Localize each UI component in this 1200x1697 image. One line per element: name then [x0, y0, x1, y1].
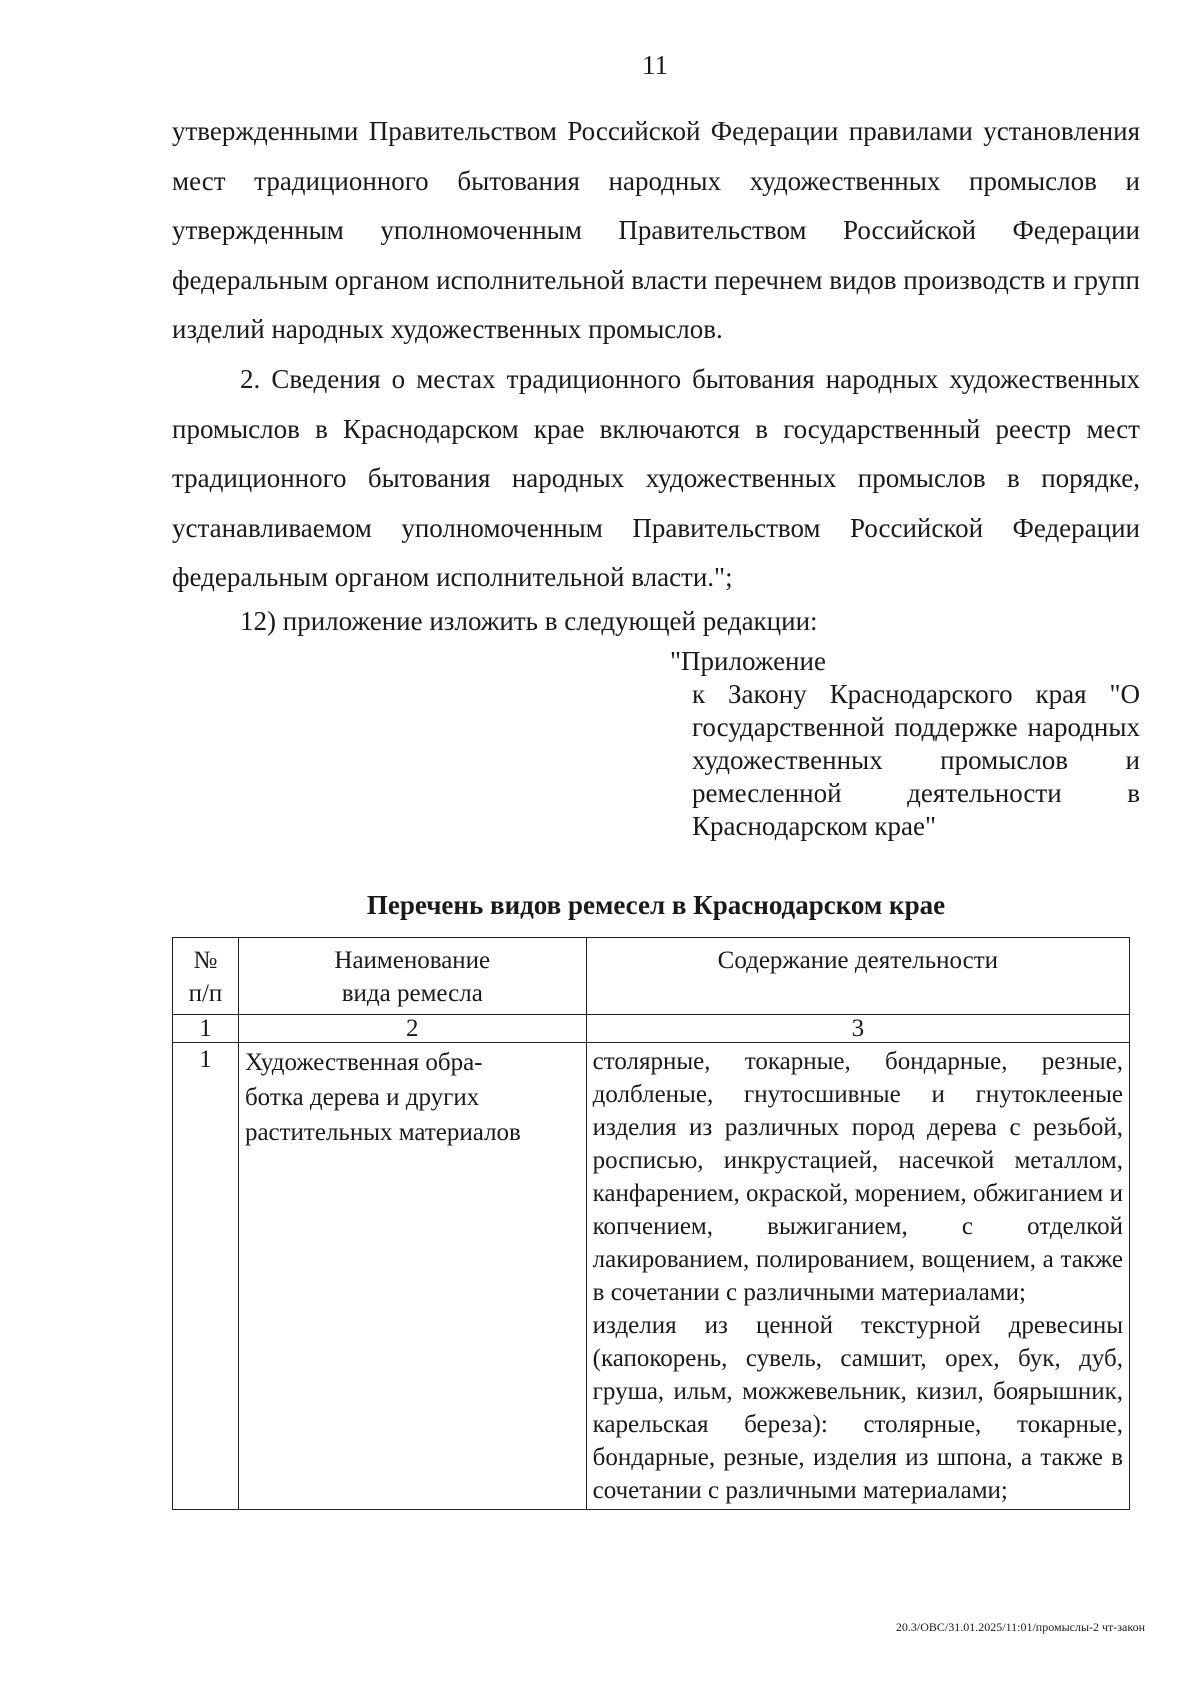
- table-row: [173, 1043, 1130, 1510]
- column-index: 1: [173, 1015, 239, 1043]
- craft-name-line: Художественная обра-: [244, 1049, 483, 1076]
- paragraph-text: 12) приложение изложить в следующей редакции:: [240, 606, 818, 636]
- paragraph-text: 2. Сведения о местах традиционного бытования народных художественных промыслов в Краснодарском крае включаются в государственный реестр мест традиционного бытования народных художественных промыслов в порядке, устанавливаемом уполномоченным Правительством Российской Федерации федеральным органом исполнительной власти.";: [172, 364, 1140, 592]
- page-number: 11: [642, 50, 668, 80]
- document-footer-code: 20.3/ОВС/31.01.2025/11:01/промыслы-2 чт-закон: [895, 1620, 1145, 1634]
- column-index: 2: [238, 1015, 586, 1043]
- header-number-line: №: [193, 947, 218, 974]
- list-title: Перечень видов ремесел в Краснодарском крае: [366, 890, 946, 920]
- header-name-line: Наименование: [334, 947, 491, 974]
- craft-name-line: ботка дерева и других: [244, 1084, 480, 1111]
- appendix-reference: к Закону Краснодарского края "О государственной поддержке народных художественных промыслов и ремесленной деятельности в Краснодарском крае": [692, 679, 1140, 841]
- table-index-row: [173, 1015, 1130, 1043]
- description-item: столярные, токарные, бондарные, резные, долбленые, гнутосшивные и гнутоклееные изделия из различных пород дерева с резьбой, росписью, инкрустацией, насечкой металлом, канфарением, окраской, морением, обжиганием и копчением, выжиганием, с отделкой лакированием, полированием, вощением, а также в сочетании с различными материалами;: [592, 1048, 1123, 1306]
- paragraph-text: утвержденными Правительством Российской Федерации правилами установления мест традиционного бытования народных художественных промыслов и утвержденным уполномоченным Правительством Российской Федерации федеральным органом исполнительной власти перечнем видов производств и групп изделий народных художественных промыслов.: [172, 116, 1140, 344]
- row-number: 1: [173, 1043, 239, 1510]
- appendix-heading-block: [670, 645, 1140, 843]
- crafts-table: [172, 937, 1130, 1510]
- craft-name: [238, 1043, 586, 1510]
- paragraph-item-12: [172, 597, 1140, 647]
- appendix-caption: "Приложение: [670, 646, 826, 676]
- header-number-line: п/п: [188, 980, 223, 1007]
- header-name-line: вида ремесла: [341, 980, 483, 1007]
- paragraph-continuation: [172, 107, 1140, 355]
- header-number: [173, 938, 239, 1015]
- paragraph-item-2: [172, 355, 1140, 603]
- craft-name-line: растительных материалов: [244, 1119, 521, 1146]
- description-item: изделия из ценной текстурной древесины (капокорень, сувель, самшит, орех, бук, дуб, груша, ильм, можжевельник, кизил, боярышник, карельская береза): столярные, токарные, бондарные, резные, изделия из шпона, а также в сочетании с различными материалами;: [592, 1312, 1123, 1504]
- header-craft-name: [238, 938, 586, 1015]
- table-header-row: [173, 938, 1130, 1015]
- craft-description: [586, 1043, 1129, 1510]
- column-index: 3: [586, 1015, 1129, 1043]
- header-content: Содержание деятельности: [586, 938, 1129, 1015]
